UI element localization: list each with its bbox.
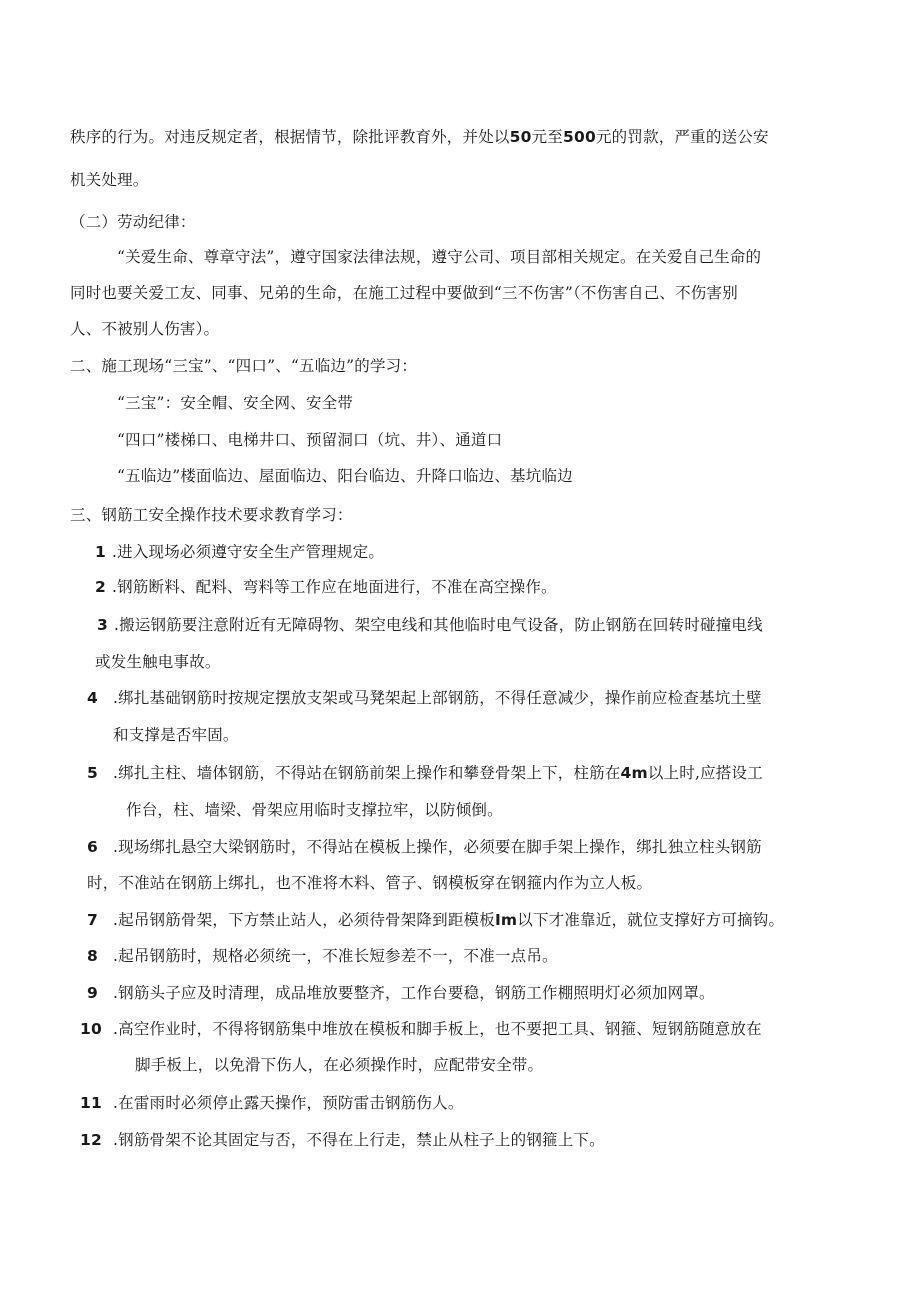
- rule-number: 7: [87, 911, 98, 929]
- rule-3-line-2: 或发生触电事故。: [95, 653, 221, 671]
- rule-5-line-2: 作台，柱、墙梁、骨架应用临时支撑拉牢，以防倾倒。: [126, 801, 503, 819]
- rule-number: 5: [87, 764, 98, 782]
- rule-2: [95, 577, 557, 597]
- rule-text: 以下才准靠近，就位支撑好方可摘钩。: [517, 911, 785, 929]
- rule-number: 6: [87, 838, 98, 856]
- rule-8: [87, 946, 558, 966]
- labor-para-line-2: 同时也要关爱工友、同事、兄弟的生命，在施工过程中要做到“三不伤害”（不伤害自己、不伤害别: [70, 284, 738, 302]
- text-span: 元至: [531, 128, 563, 146]
- section2-item-3: “五临边”楼面临边、屋面临边、阳台临边、升降口临边、基坑临边: [117, 467, 573, 485]
- fine-min: 50: [509, 128, 532, 146]
- rule-4: [87, 688, 762, 708]
- rule-1: [95, 542, 384, 562]
- intro-line-1: [70, 127, 769, 147]
- rule-7: [87, 910, 784, 930]
- section2-item-1: “三宝”：安全帽、安全网、安全带: [117, 394, 354, 412]
- fine-max: 500: [563, 128, 596, 146]
- rule-10-line-2: 脚手板上，以免滑下伤人，在必须操作时，应配带安全带。: [135, 1056, 544, 1074]
- rule-number: 8: [87, 947, 98, 965]
- rule-number: 9: [87, 984, 98, 1002]
- rule-5: [87, 763, 763, 783]
- rule-text: .在雷雨时必须停止露天操作，预防雷击钢筋伤人。: [113, 1094, 464, 1112]
- rule-text: .绑扎主柱、墙体钢筋，不得站在钢筋前架上操作和攀登骨架上下，柱筋在: [113, 764, 621, 782]
- rule-text: .起吊钢筋时，规格必须统一，不准长短参差不一，不准一点吊。: [113, 947, 558, 965]
- rule-text: .搬运钢筋要注意附近有无障碍物、架空电线和其他临时电气设备，防止钢筋在回转时碰撞电线: [114, 616, 763, 634]
- rule-6-line-2: 时，不准站在钢筋上绑扎，也不准将木料、管子、钢模板穿在钢箍内作为立人板。: [87, 874, 653, 892]
- rule-number: 1: [95, 543, 106, 561]
- section3-heading: 三、钢筋工安全操作技术要求教育学习：: [70, 506, 353, 524]
- rule-3: [97, 615, 763, 635]
- rule-number: 2: [95, 578, 106, 596]
- rule-text: .高空作业时，不得将钢筋集中堆放在模板和脚手板上，也不要把工具、钢箍、短钢筋随意放在: [113, 1020, 762, 1038]
- distance-value: Im: [494, 911, 518, 929]
- rule-number: 12: [80, 1131, 102, 1149]
- text-span: 秩序的行为。对违反规定者，根据情节，除批评教育外，并处以: [70, 128, 510, 146]
- intro-line-2: 机关处理。: [70, 171, 149, 189]
- rule-number: 11: [80, 1094, 102, 1112]
- rule-6: [87, 837, 762, 857]
- rule-12: [80, 1130, 605, 1150]
- rule-text: .钢筋断料、配料、弯料等工作应在地面进行，不准在高空操作。: [112, 578, 557, 596]
- rule-text: .钢筋骨架不论其固定与否，不得在上行走，禁止从柱子上的钢箍上下。: [113, 1131, 605, 1149]
- rule-9: [87, 983, 715, 1003]
- rule-text: .现场绑扎悬空大梁钢筋时，不得站在模板上操作，必须要在脚手架上操作，绑扎独立柱头钢筋: [113, 838, 762, 856]
- rule-number: 3: [97, 616, 108, 634]
- labor-para-line-3: 人、不被别人伤害）。: [70, 320, 220, 338]
- rule-11: [80, 1093, 464, 1113]
- rule-number: 4: [87, 689, 98, 707]
- height-value: 4m: [620, 764, 648, 782]
- text-span: 元的罚款，严重的送公安: [595, 128, 769, 146]
- labor-para-line-1: “关爱生命、尊章守法”，遵守国家法律法规，遵守公司、项目部相关规定。在关爱自己生命的: [117, 248, 762, 266]
- rule-4-line-2: 和支撑是否牢固。: [113, 726, 239, 744]
- rule-text: .起吊钢筋骨架，下方禁止站人，必须待骨架降到距模板: [113, 911, 495, 929]
- labor-heading: （二）劳动纪律：: [70, 213, 196, 231]
- section2-item-2: “四口”楼梯口、电梯井口、预留洞口（坑、井）、通道口: [117, 431, 503, 449]
- rule-text: .钢筋头子应及时清理，成品堆放要整齐，工作台要稳，钢筋工作棚照明灯必须加网罩。: [113, 984, 715, 1002]
- rule-text: .绑扎基础钢筋时按规定摆放支架或马凳架起上部钢筋，不得任意减少，操作前应检查基坑土壁: [113, 689, 762, 707]
- rule-number: 10: [80, 1020, 102, 1038]
- section2-heading: 二、施工现场“三宝”、“四口”、“五临边”的学习：: [70, 357, 418, 375]
- rule-10: [80, 1019, 762, 1039]
- rule-text: .进入现场必须遵守安全生产管理规定。: [112, 543, 385, 561]
- rule-text: 以上时,应搭设工: [647, 764, 763, 782]
